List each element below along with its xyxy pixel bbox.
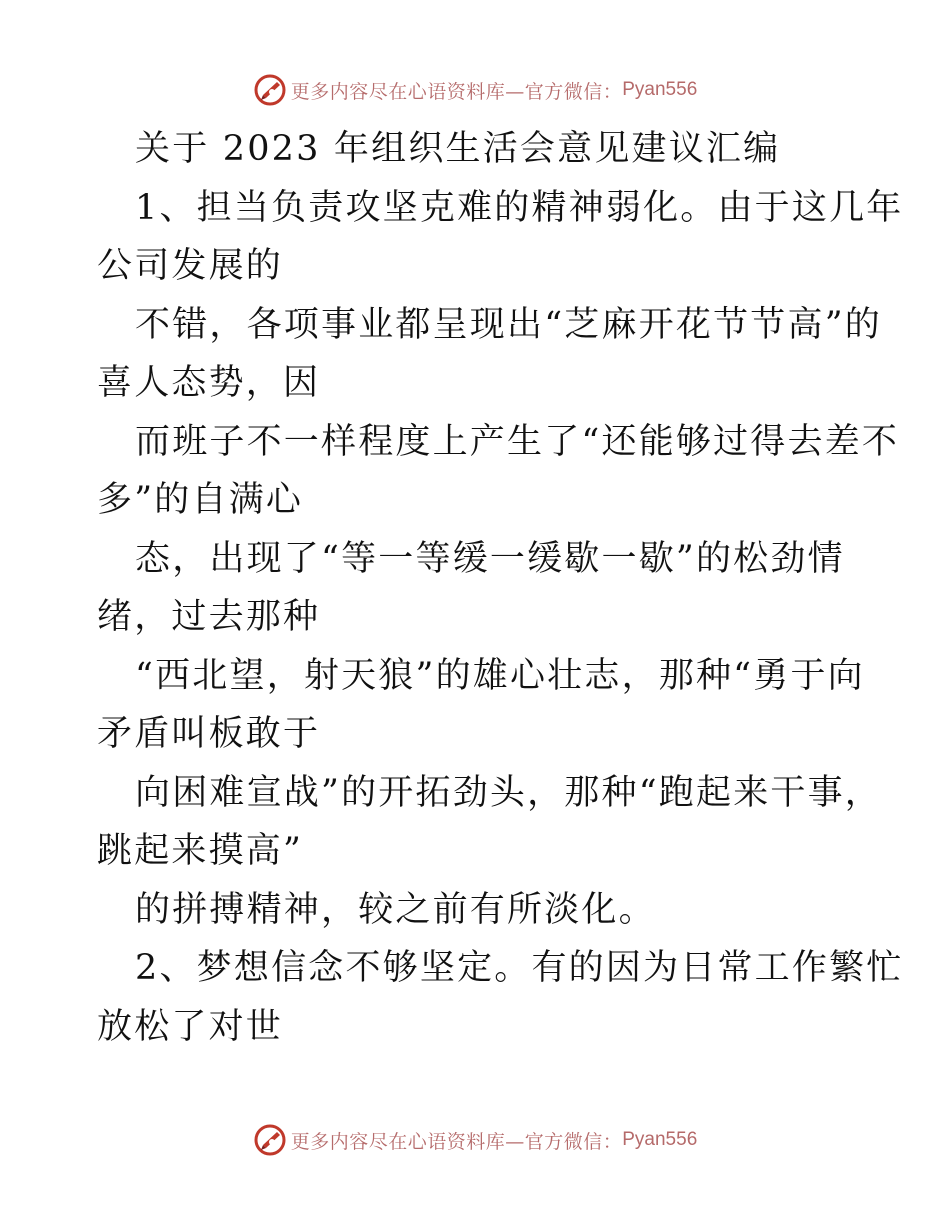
banner-wechat-id: Pyan556 — [622, 79, 698, 100]
paragraph-line: 喜人态势，因 — [97, 363, 321, 403]
paragraph-line: 跳起来摸高” — [97, 831, 304, 871]
banner-wechat-id: Pyan556 — [622, 1129, 698, 1150]
brand-logo-icon — [253, 73, 287, 107]
paragraph-line: 1、担当负责攻坚克难的精神弱化。由于这几年 — [135, 187, 904, 228]
paragraph-line: 2、梦想信念不够坚定。有的因为日常工作繁忙 — [135, 948, 904, 988]
paragraph-line: 而班子不一样程度上产生了“还能够过得去差不 — [135, 421, 900, 462]
paragraph-line: 放松了对世 — [97, 1006, 284, 1047]
paragraph-line: 的拼搏精神，较之前有所淡化。 — [135, 889, 656, 930]
footer-banner — [0, 1120, 950, 1160]
paragraph-line: 不错，各项事业都呈现出“芝麻开花节节高”的 — [135, 304, 882, 345]
paragraph-line: 绪，过去那种 — [97, 597, 321, 637]
document-title: 关于 2023 年组织生活会意见建议汇编 — [135, 129, 781, 169]
paragraph-line: 多”的自满心 — [97, 480, 304, 520]
document-body — [97, 120, 904, 1056]
paragraph-line: “西北望，射天狼”的雄心壮志，那种“勇于向 — [135, 655, 865, 696]
paragraph-line: 矛盾叫板敢于 — [97, 714, 321, 754]
banner-text: 更多内容尽在心语资料库—官方微信： — [290, 1130, 623, 1153]
paragraph-line: 态，出现了“等一等缓一缓歇一歇”的松劲情 — [135, 538, 845, 579]
paragraph-line: 公司发展的 — [97, 246, 284, 286]
brand-logo-icon — [253, 1123, 287, 1157]
header-banner — [0, 70, 950, 110]
banner-text: 更多内容尽在心语资料库—官方微信： — [290, 80, 623, 103]
paragraph-line: 向困难宣战”的开拓劲头，那种“跑起来干事， — [135, 772, 882, 813]
